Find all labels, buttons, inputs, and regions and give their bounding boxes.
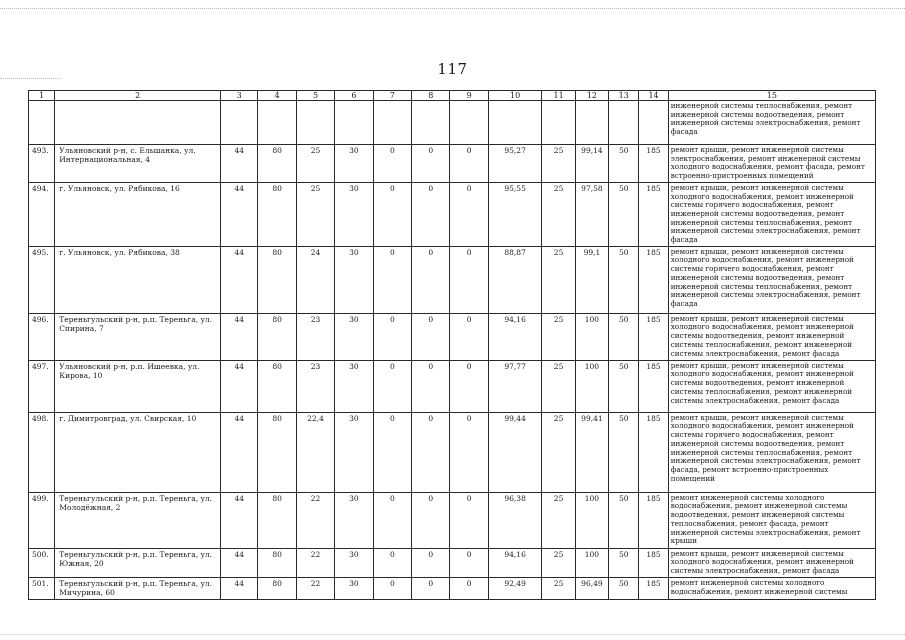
- value-cell: 88,87: [488, 246, 542, 313]
- value-cell: 0: [450, 412, 488, 492]
- scan-edge-top: [0, 8, 905, 10]
- value-cell: 0: [412, 145, 450, 183]
- value-cell: 185: [639, 145, 668, 183]
- value-cell: 95,27: [488, 145, 542, 183]
- column-number: 12: [575, 91, 608, 101]
- column-number: 1: [29, 91, 55, 101]
- table-row: [29, 313, 876, 360]
- address-cell: Ульяновский р-н, р.п. Ишеевка, ул. Кирова, 10: [55, 360, 221, 412]
- empty-cell: [609, 101, 639, 145]
- value-cell: 94,16: [488, 548, 542, 577]
- value-cell: 92,49: [488, 577, 542, 599]
- column-number: 2: [55, 91, 221, 101]
- works-cell: инженерной системы теплоснабжения, ремонт инженерной системы водоотведения, ремонт инженерной системы электроснабжения, ремонт фасада: [668, 101, 875, 145]
- value-cell: 100: [575, 548, 608, 577]
- works-cell: ремонт крыши, ремонт инженерной системы холодного водоснабжения, ремонт инженерной системы электроснабжения, ремонт фасада: [668, 548, 875, 577]
- value-cell: 0: [450, 492, 488, 548]
- value-cell: 0: [412, 182, 450, 246]
- value-cell: 0: [412, 412, 450, 492]
- column-number: 5: [296, 91, 334, 101]
- value-cell: 44: [221, 313, 258, 360]
- value-cell: 44: [221, 412, 258, 492]
- value-cell: 25: [296, 145, 334, 183]
- empty-cell: [258, 101, 296, 145]
- works-cell: ремонт крыши, ремонт инженерной системы холодного водоснабжения, ремонт инженерной системы горячего водоснабжения, ремонт инженерной системы водоотведения, ремонт инженерной системы теплоснабжения, ремонт инженерной системы электроснабжения, ремонт фасада: [668, 246, 875, 313]
- value-cell: 0: [450, 313, 488, 360]
- column-number: 13: [609, 91, 639, 101]
- table-row: [29, 577, 876, 599]
- value-cell: 44: [221, 246, 258, 313]
- address-cell: Ульяновский р-н, с. Ельшанка, ул. Интернациональная, 4: [55, 145, 221, 183]
- value-cell: 80: [258, 145, 296, 183]
- value-cell: 50: [609, 145, 639, 183]
- empty-cell: [55, 101, 221, 145]
- value-cell: 0: [450, 145, 488, 183]
- value-cell: 0: [450, 360, 488, 412]
- value-cell: 44: [221, 492, 258, 548]
- value-cell: 97,58: [575, 182, 608, 246]
- value-cell: 25: [542, 492, 575, 548]
- column-number: 10: [488, 91, 542, 101]
- value-cell: 50: [609, 412, 639, 492]
- value-cell: 25: [542, 360, 575, 412]
- row-number-cell: 501.: [29, 577, 55, 599]
- empty-cell: [335, 101, 373, 145]
- row-number-cell: 499.: [29, 492, 55, 548]
- row-number-cell: 500.: [29, 548, 55, 577]
- empty-cell: [412, 101, 450, 145]
- table-row: [29, 548, 876, 577]
- value-cell: 0: [450, 548, 488, 577]
- value-cell: 25: [542, 313, 575, 360]
- value-cell: 0: [412, 577, 450, 599]
- value-cell: 30: [335, 145, 373, 183]
- table-row: [29, 492, 876, 548]
- empty-cell: [575, 101, 608, 145]
- address-cell: Тереньгульский р-н, р.п. Тереньга, ул. Молодёжная, 2: [55, 492, 221, 548]
- value-cell: 185: [639, 360, 668, 412]
- value-cell: 80: [258, 577, 296, 599]
- value-cell: 0: [373, 246, 411, 313]
- value-cell: 185: [639, 492, 668, 548]
- column-number-row: [29, 91, 876, 101]
- value-cell: 50: [609, 577, 639, 599]
- works-cell: ремонт инженерной системы холодного водоснабжения, ремонт инженерной системы водоотведения, ремонт инженерной системы теплоснабжения, ремонт фасада, ремонт инженерной системы электроснабжения, ремонт крыши: [668, 492, 875, 548]
- value-cell: 80: [258, 246, 296, 313]
- value-cell: 0: [412, 360, 450, 412]
- column-number: 4: [258, 91, 296, 101]
- register-table: [28, 90, 876, 600]
- value-cell: 0: [373, 492, 411, 548]
- value-cell: 99,14: [575, 145, 608, 183]
- value-cell: 50: [609, 360, 639, 412]
- value-cell: 44: [221, 548, 258, 577]
- address-cell: г. Димитровград, ул. Свирская, 10: [55, 412, 221, 492]
- address-cell: Тереньгульский р-н, р.п. Тереньга, ул. Спирина, 7: [55, 313, 221, 360]
- scan-mark: [0, 78, 60, 80]
- value-cell: 80: [258, 313, 296, 360]
- value-cell: 185: [639, 577, 668, 599]
- value-cell: 0: [373, 360, 411, 412]
- value-cell: 95,55: [488, 182, 542, 246]
- value-cell: 22: [296, 492, 334, 548]
- address-cell: Тереньгульский р-н, р.п. Тереньга, ул. Южная, 20: [55, 548, 221, 577]
- works-cell: ремонт крыши, ремонт инженерной системы холодного водоснабжения, ремонт инженерной системы горячего водоснабжения, ремонт инженерной системы водоотведения, ремонт инженерной системы теплоснабжения, ремонт инженерной системы электроснабжения, ремонт фасада: [668, 182, 875, 246]
- value-cell: 185: [639, 313, 668, 360]
- value-cell: 23: [296, 313, 334, 360]
- value-cell: 50: [609, 548, 639, 577]
- value-cell: 50: [609, 313, 639, 360]
- value-cell: 30: [335, 182, 373, 246]
- empty-cell: [221, 101, 258, 145]
- value-cell: 30: [335, 577, 373, 599]
- value-cell: 44: [221, 360, 258, 412]
- table-row: [29, 360, 876, 412]
- value-cell: 99,44: [488, 412, 542, 492]
- row-number-cell: 493.: [29, 145, 55, 183]
- value-cell: 99,1: [575, 246, 608, 313]
- value-cell: 30: [335, 246, 373, 313]
- value-cell: 80: [258, 492, 296, 548]
- value-cell: 30: [335, 360, 373, 412]
- value-cell: 0: [373, 145, 411, 183]
- column-number: 14: [639, 91, 668, 101]
- value-cell: 44: [221, 145, 258, 183]
- value-cell: 100: [575, 313, 608, 360]
- value-cell: 185: [639, 412, 668, 492]
- works-cell: ремонт инженерной системы холодного водоснабжения, ремонт инженерной системы: [668, 577, 875, 599]
- works-cell: ремонт крыши, ремонт инженерной системы холодного водоснабжения, ремонт инженерной системы горячего водоснабжения, ремонт инженерной системы водоотведения, ремонт инженерной системы теплоснабжения, ремонт инженерной системы электроснабжения, ремонт фасада, ремонт встроенно-пристроенных помещений: [668, 412, 875, 492]
- row-number-cell: 497.: [29, 360, 55, 412]
- empty-cell: [373, 101, 411, 145]
- address-cell: Тереньгульский р-н, р.п. Тереньга, ул. Мичурина, 60: [55, 577, 221, 599]
- empty-cell: [450, 101, 488, 145]
- value-cell: 25: [296, 182, 334, 246]
- scan-edge-bottom: [0, 634, 905, 636]
- value-cell: 50: [609, 492, 639, 548]
- value-cell: 0: [412, 548, 450, 577]
- value-cell: 80: [258, 182, 296, 246]
- value-cell: 22,4: [296, 412, 334, 492]
- value-cell: 0: [373, 548, 411, 577]
- value-cell: 23: [296, 360, 334, 412]
- value-cell: 0: [412, 246, 450, 313]
- value-cell: 80: [258, 412, 296, 492]
- value-cell: 0: [450, 246, 488, 313]
- value-cell: 22: [296, 548, 334, 577]
- value-cell: 44: [221, 182, 258, 246]
- empty-cell: [296, 101, 334, 145]
- value-cell: 100: [575, 492, 608, 548]
- value-cell: 185: [639, 182, 668, 246]
- row-number-cell: 495.: [29, 246, 55, 313]
- column-number: 3: [221, 91, 258, 101]
- address-cell: г. Ульяновск, ул. Рябикова, 38: [55, 246, 221, 313]
- value-cell: 50: [609, 182, 639, 246]
- value-cell: 94,16: [488, 313, 542, 360]
- works-cell: ремонт крыши, ремонт инженерной системы холодного водоснабжения, ремонт инженерной системы водоотведения, ремонт инженерной системы теплоснабжения, ремонт инженерной системы электроснабжения, ремонт фасада: [668, 360, 875, 412]
- value-cell: 0: [373, 182, 411, 246]
- value-cell: 0: [450, 577, 488, 599]
- empty-cell: [488, 101, 542, 145]
- value-cell: 50: [609, 246, 639, 313]
- value-cell: 25: [542, 548, 575, 577]
- continuation-row: [29, 101, 876, 145]
- value-cell: 185: [639, 246, 668, 313]
- value-cell: 25: [542, 182, 575, 246]
- value-cell: 99,41: [575, 412, 608, 492]
- value-cell: 30: [335, 492, 373, 548]
- value-cell: 25: [542, 145, 575, 183]
- value-cell: 22: [296, 577, 334, 599]
- works-cell: ремонт крыши, ремонт инженерной системы электроснабжения, ремонт инженерной системы холодного водоснабжения, ремонт фасада, ремонт встроенно-пристроенных помещений: [668, 145, 875, 183]
- value-cell: 0: [450, 182, 488, 246]
- column-number: 6: [335, 91, 373, 101]
- empty-cell: [639, 101, 668, 145]
- row-number-cell: 498.: [29, 412, 55, 492]
- column-number: 9: [450, 91, 488, 101]
- table-row: [29, 412, 876, 492]
- column-number: 7: [373, 91, 411, 101]
- table-row: [29, 246, 876, 313]
- value-cell: 25: [542, 246, 575, 313]
- value-cell: 0: [412, 313, 450, 360]
- value-cell: 185: [639, 548, 668, 577]
- address-cell: г. Ульяновск, ул. Рябикова, 16: [55, 182, 221, 246]
- row-number-cell: 496.: [29, 313, 55, 360]
- empty-cell: [29, 101, 55, 145]
- value-cell: 30: [335, 548, 373, 577]
- empty-cell: [542, 101, 575, 145]
- value-cell: 30: [335, 412, 373, 492]
- value-cell: 0: [373, 412, 411, 492]
- table-row: [29, 145, 876, 183]
- value-cell: 24: [296, 246, 334, 313]
- value-cell: 25: [542, 577, 575, 599]
- column-number: 15: [668, 91, 875, 101]
- value-cell: 80: [258, 360, 296, 412]
- value-cell: 96,38: [488, 492, 542, 548]
- works-cell: ремонт крыши, ремонт инженерной системы холодного водоснабжения, ремонт инженерной системы водоотведения, ремонт инженерной системы теплоснабжения, ремонт инженерной системы электроснабжения, ремонт фасада: [668, 313, 875, 360]
- value-cell: 0: [412, 492, 450, 548]
- value-cell: 0: [373, 313, 411, 360]
- column-number: 11: [542, 91, 575, 101]
- page-number: 117: [437, 60, 468, 78]
- row-number-cell: 494.: [29, 182, 55, 246]
- value-cell: 44: [221, 577, 258, 599]
- value-cell: 0: [373, 577, 411, 599]
- value-cell: 30: [335, 313, 373, 360]
- value-cell: 80: [258, 548, 296, 577]
- value-cell: 100: [575, 360, 608, 412]
- value-cell: 97,77: [488, 360, 542, 412]
- value-cell: 96,49: [575, 577, 608, 599]
- value-cell: 25: [542, 412, 575, 492]
- column-number: 8: [412, 91, 450, 101]
- table-row: [29, 182, 876, 246]
